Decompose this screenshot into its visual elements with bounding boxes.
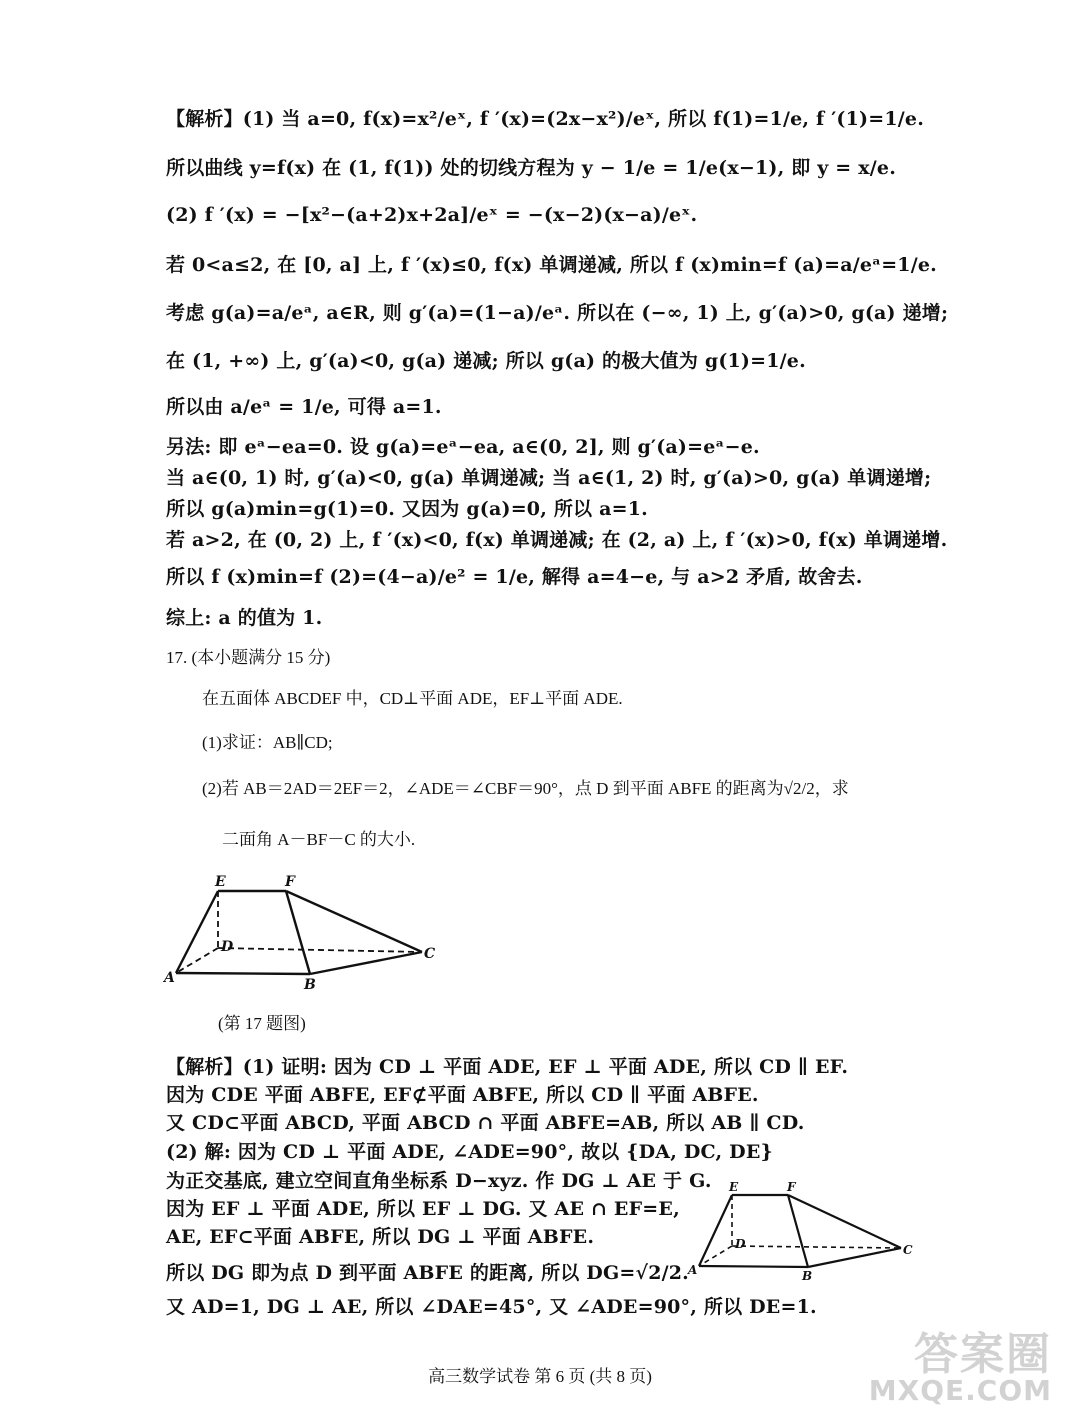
solution-vertex-label-f: F xyxy=(787,1180,796,1194)
pentahedron-figure xyxy=(160,870,450,995)
solution-vertex-label-e: E xyxy=(729,1180,739,1194)
watermark xyxy=(868,1329,1052,1407)
watermark-url: MXQE.COM xyxy=(868,1374,1052,1407)
vertex-label-c: C xyxy=(424,946,436,962)
watermark-logo-text: 答案圈 xyxy=(914,1329,1052,1380)
solution16-line-9: 当 a∈(0, 1) 时, g′(a)<0, g(a) 单调递减; 当 a∈(1, 2) 时, g′(a)>0, g(a) 单调递增; xyxy=(166,467,932,489)
solution16-line-5: 考虑 g(a)=a/eᵃ, a∈R, 则 g′(a)=(1−a)/eᵃ. 所以在 (−∞, 1) 上, g′(a)>0, g(a) 递增; xyxy=(166,302,949,324)
problem17-part2-continued: 二面角 A－BF－C 的大小. xyxy=(222,830,416,849)
solution17-line-8: 所以 DG 即为点 D 到平面 ABFE 的距离, 所以 DG=√2/2. xyxy=(166,1262,689,1284)
solution17-line-2: 因为 CDE 平面 ABFE, EF⊄平面 ABFE, 所以 CD ∥ 平面 ABFE. xyxy=(166,1084,759,1106)
solution16-line-7: 所以由 a/eᵃ = 1/e, 可得 a=1. xyxy=(166,396,442,418)
solution17-line-5: 为正交基底, 建立空间直角坐标系 D−xyz. 作 DG ⊥ AE 于 G. xyxy=(166,1170,712,1192)
solution-vertex-label-b: B xyxy=(802,1269,813,1283)
solution-vertex-label-c: C xyxy=(903,1243,913,1257)
solution-pentahedron-figure xyxy=(684,1176,920,1286)
vertex-label-a: A xyxy=(164,970,175,986)
vertex-label-f: F xyxy=(285,874,295,890)
solution16-line-2: 所以曲线 y=f(x) 在 (1, f(1)) 处的切线方程为 y − 1/e = 1/e(x−1), 即 y = x/e. xyxy=(166,157,897,179)
problem17-part2: (2)若 AB＝2AD＝2EF＝2，∠ADE＝∠CBF＝90°，点 D 到平面 ABFE 的距离为√2/2，求 xyxy=(202,779,849,798)
solution17-line-3: 又 CD⊂平面 ABCD, 平面 ABCD ∩ 平面 ABFE=AB, 所以 AB ∥ CD. xyxy=(166,1112,805,1134)
figure-caption: (第 17 题图) xyxy=(218,1014,306,1033)
problem17-header: 17. (本小题满分 15 分) xyxy=(166,648,331,667)
solution17-line-7: AE, EF⊂平面 ABFE, 所以 DG ⊥ 平面 ABFE. xyxy=(166,1226,595,1248)
solution17-line-6: 因为 EF ⊥ 平面 ADE, 所以 EF ⊥ DG. 又 AE ∩ EF=E, xyxy=(166,1198,680,1220)
solution16-line-12: 所以 f (x)min=f (2)=(4−a)/e² = 1/e, 解得 a=4−e, 与 a>2 矛盾, 故舍去. xyxy=(166,566,863,588)
solution16-line-4: 若 0<a≤2, 在 [0, a] 上, f ′(x)≤0, f(x) 单调递减, 所以 f (x)min=f (a)=a/eᵃ=1/e. xyxy=(166,254,937,276)
solution16-line-1: 【解析】(1) 当 a=0, f(x)=x²/eˣ, f ′(x)=(2x−x²)/eˣ, 所以 f(1)=1/e, f ′(1)=1/e. xyxy=(166,108,925,130)
problem17-part1: (1)求证：AB∥CD; xyxy=(202,733,333,752)
problem17-stem: 在五面体 ABCDEF 中，CD⊥平面 ADE，EF⊥平面 ADE. xyxy=(202,689,623,708)
solution16-conclusion: 综上: a 的值为 1. xyxy=(166,607,323,629)
solution-vertex-label-d: D xyxy=(735,1237,746,1251)
vertex-label-b: B xyxy=(304,977,316,993)
solution-vertex-label-a: A xyxy=(688,1263,698,1277)
page-footer: 高三数学试卷 第 6 页 (共 8 页) xyxy=(428,1367,652,1386)
solution16-line-10: 所以 g(a)min=g(1)=0. 又因为 g(a)=0, 所以 a=1. xyxy=(166,498,648,520)
solution17-line-4: (2) 解: 因为 CD ⊥ 平面 ADE, ∠ADE=90°, 故以 {DA, DC, DE} xyxy=(166,1141,773,1163)
solution16-line-6: 在 (1, +∞) 上, g′(a)<0, g(a) 递减; 所以 g(a) 的极大值为 g(1)=1/e. xyxy=(166,350,806,372)
vertex-label-e: E xyxy=(215,874,226,890)
solution16-line-11: 若 a>2, 在 (0, 2) 上, f ′(x)<0, f(x) 单调递减; 在 (2, a) 上, f ′(x)>0, f(x) 单调递增. xyxy=(166,529,948,551)
vertex-label-d: D xyxy=(221,939,234,955)
solution17-line-1: 【解析】(1) 证明: 因为 CD ⊥ 平面 ADE, EF ⊥ 平面 ADE, 所以 CD ∥ EF. xyxy=(166,1056,849,1078)
solution17-line-9: 又 AD=1, DG ⊥ AE, 所以 ∠DAE=45°, 又 ∠ADE=90°, 所以 DE=1. xyxy=(166,1296,817,1318)
solution16-line-3: (2) f ′(x) = −[x²−(a+2)x+2a]/eˣ = −(x−2)(x−a)/eˣ. xyxy=(166,204,698,226)
solution16-line-8: 另法: 即 eᵃ−ea=0. 设 g(a)=eᵃ−ea, a∈(0, 2], 则 g′(a)=eᵃ−e. xyxy=(166,436,760,458)
